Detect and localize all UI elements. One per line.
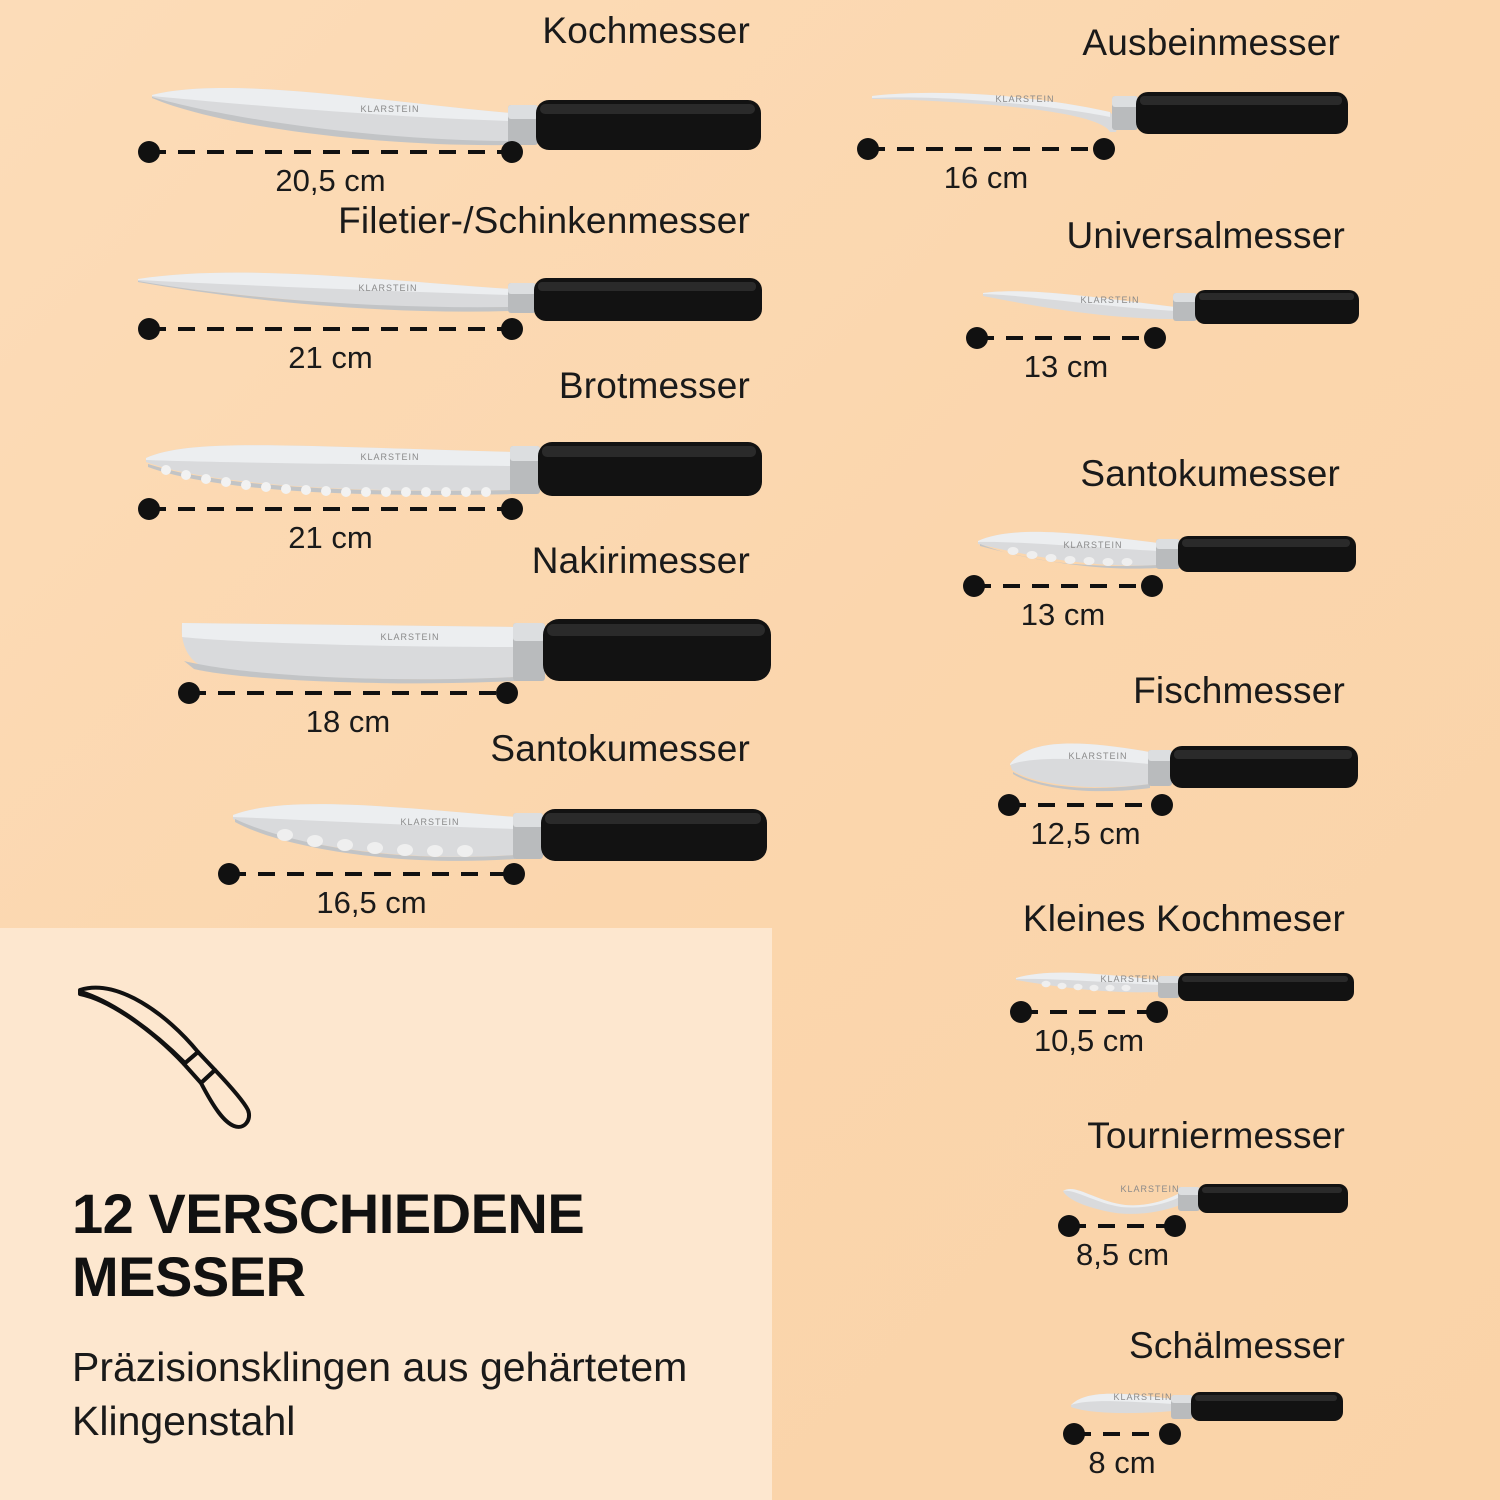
panel-subtitle: Präzisionsklingen aus gehärtetem Klingenstahl: [72, 1344, 688, 1445]
knife-illustration-universalmesser: [975, 273, 1365, 335]
svg-text:KLARSTEIN: KLARSTEIN: [1120, 1184, 1180, 1194]
dimension-label: 13 cm: [1023, 349, 1109, 384]
panel-heading: 12 VERSCHIEDENE MESSER: [72, 1182, 585, 1308]
dimension-label: 8 cm: [1088, 1445, 1156, 1480]
svg-text:KLARSTEIN: KLARSTEIN: [400, 817, 460, 827]
knife-title: Santokumesser: [490, 728, 750, 769]
dimension-line: [963, 575, 1163, 597]
dimension-label: 16,5 cm: [316, 885, 427, 920]
svg-text:KLARSTEIN: KLARSTEIN: [1080, 295, 1140, 305]
knife-title: Kochmesser: [542, 10, 750, 51]
svg-text:KLARSTEIN: KLARSTEIN: [360, 452, 420, 462]
dimension-line: [138, 141, 523, 163]
knife-title: Santokumesser: [1080, 453, 1340, 494]
knife-title: Nakirimesser: [531, 540, 750, 581]
dimension-line: [218, 863, 525, 885]
dimension-line: [1010, 1001, 1168, 1023]
dimension-line: [138, 498, 523, 520]
svg-text:KLARSTEIN: KLARSTEIN: [360, 104, 420, 114]
knife-illustration-kochmesser: [140, 55, 770, 150]
dimension-label: 21 cm: [288, 520, 373, 555]
info-panel: [0, 928, 772, 1500]
knife-title: Kleines Kochmeser: [1022, 898, 1345, 939]
svg-text:KLARSTEIN: KLARSTEIN: [1113, 1392, 1173, 1402]
knife-title: Fischmesser: [1133, 670, 1345, 711]
knife-title: Ausbeinmesser: [1082, 22, 1340, 63]
knife-illustration-fischmesser: [1000, 726, 1370, 804]
dimension-line: [966, 327, 1166, 349]
dimension-line: [1058, 1215, 1186, 1237]
dimension-line: [138, 318, 523, 340]
knife-title: Brotmesser: [558, 365, 750, 406]
dimension-label: 12,5 cm: [1030, 816, 1141, 851]
dimension-line: [1063, 1423, 1181, 1445]
dimension-label: 8,5 cm: [1075, 1237, 1170, 1272]
knife-title: Tourniermesser: [1087, 1115, 1345, 1156]
dimension-label: 21 cm: [288, 340, 373, 375]
knife-illustration-brotmesser: [130, 410, 770, 510]
dimension-label: 20,5 cm: [275, 163, 386, 198]
dimension-line: [178, 682, 518, 704]
knife-illustration-schaelmesser: [1063, 1377, 1353, 1429]
dimension-label: 16 cm: [943, 160, 1029, 195]
knife-illustration-filetiermesser: [130, 245, 770, 325]
knife-illustration-nakirimesser: [160, 585, 780, 695]
knife-title: Universalmesser: [1066, 215, 1345, 256]
knife-illustration-santokumesser-right: [968, 511, 1368, 583]
svg-text:KLARSTEIN: KLARSTEIN: [1100, 974, 1160, 984]
svg-text:KLARSTEIN: KLARSTEIN: [380, 632, 440, 642]
dimension-label: 18 cm: [305, 704, 391, 739]
dimension-label: 10,5 cm: [1033, 1023, 1145, 1058]
svg-text:KLARSTEIN: KLARSTEIN: [358, 283, 418, 293]
dimension-line: [998, 794, 1173, 816]
dimension-label: 13 cm: [1020, 597, 1106, 632]
knife-title: Filetier-/Schinkenmesser: [338, 200, 750, 241]
chef-knife-icon: [72, 970, 262, 1155]
knife-title: Schälmesser: [1128, 1325, 1345, 1366]
svg-text:KLARSTEIN: KLARSTEIN: [1068, 751, 1128, 761]
svg-text:KLARSTEIN: KLARSTEIN: [995, 94, 1055, 104]
dimension-line: [857, 138, 1115, 160]
svg-text:KLARSTEIN: KLARSTEIN: [1063, 540, 1123, 550]
